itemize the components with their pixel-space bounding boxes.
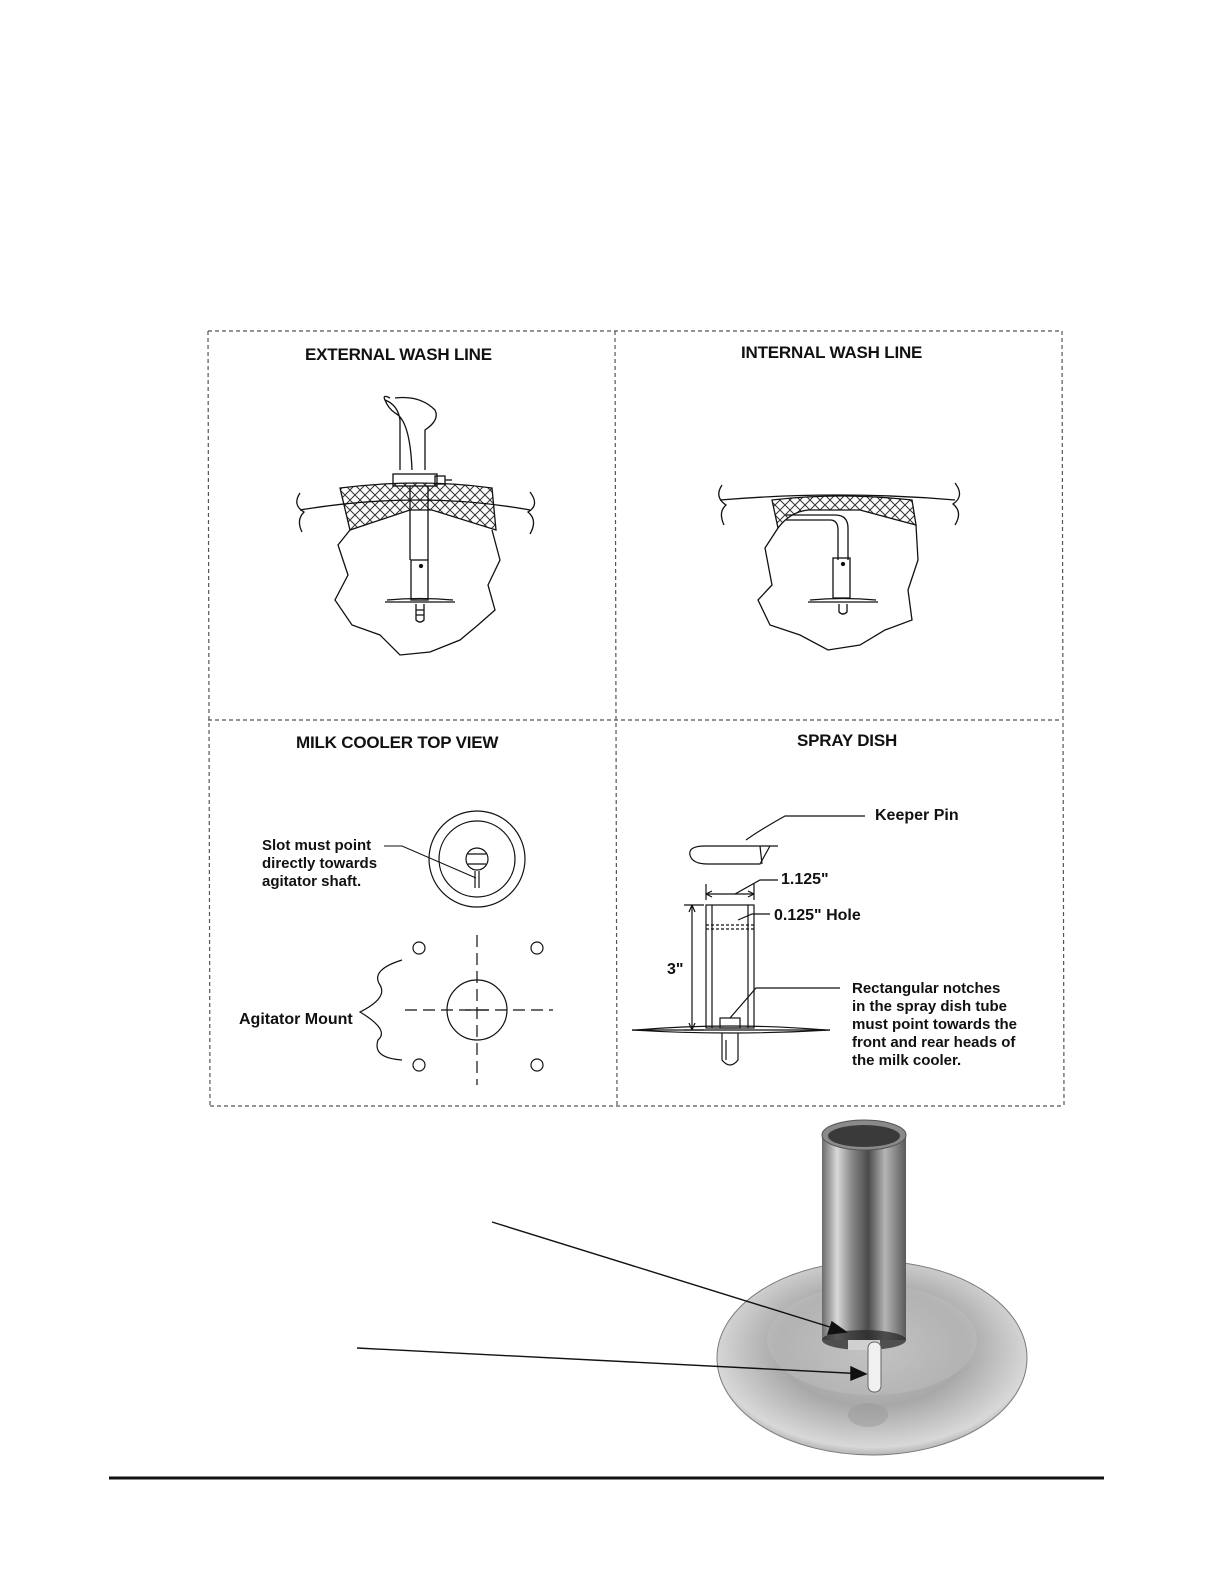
spray-dish-photo (717, 1120, 1027, 1455)
notches-note-line-5: the milk cooler. (852, 1052, 962, 1069)
external-wash-line-drawing (297, 396, 535, 655)
notches-note-line-4: front and rear heads of (852, 1034, 1016, 1051)
keeper-pin-label: Keeper Pin (875, 807, 959, 824)
top-view-drawing (360, 811, 553, 1085)
notches-note-line-3: must point towards the (852, 1016, 1017, 1033)
notches-note-line-2: in the spray dish tube (852, 998, 1008, 1015)
height-label: 3" (667, 961, 684, 978)
hole-label: 0.125" Hole (774, 907, 861, 924)
slot-note-line-3: agitator shaft. (262, 873, 362, 890)
agitator-mount-label: Agitator Mount (239, 1011, 353, 1028)
external-wash-line-title: EXTERNAL WASH LINE (305, 345, 492, 364)
slot-note (262, 837, 377, 891)
diameter-label: 1.125" (781, 871, 829, 888)
milk-cooler-top-view-title: MILK COOLER TOP VIEW (296, 733, 499, 752)
internal-wash-line-title: INTERNAL WASH LINE (741, 343, 923, 362)
notches-note (852, 980, 1017, 1070)
spray-dish-drawing (632, 816, 865, 1065)
internal-wash-line-drawing (719, 483, 960, 650)
notches-note-line-1: Rectangular notches (852, 980, 1001, 997)
slot-note-line-2: directly towards (262, 855, 378, 872)
slot-note-line-1: Slot must point (262, 837, 372, 854)
spray-dish-title: SPRAY DISH (797, 731, 898, 750)
